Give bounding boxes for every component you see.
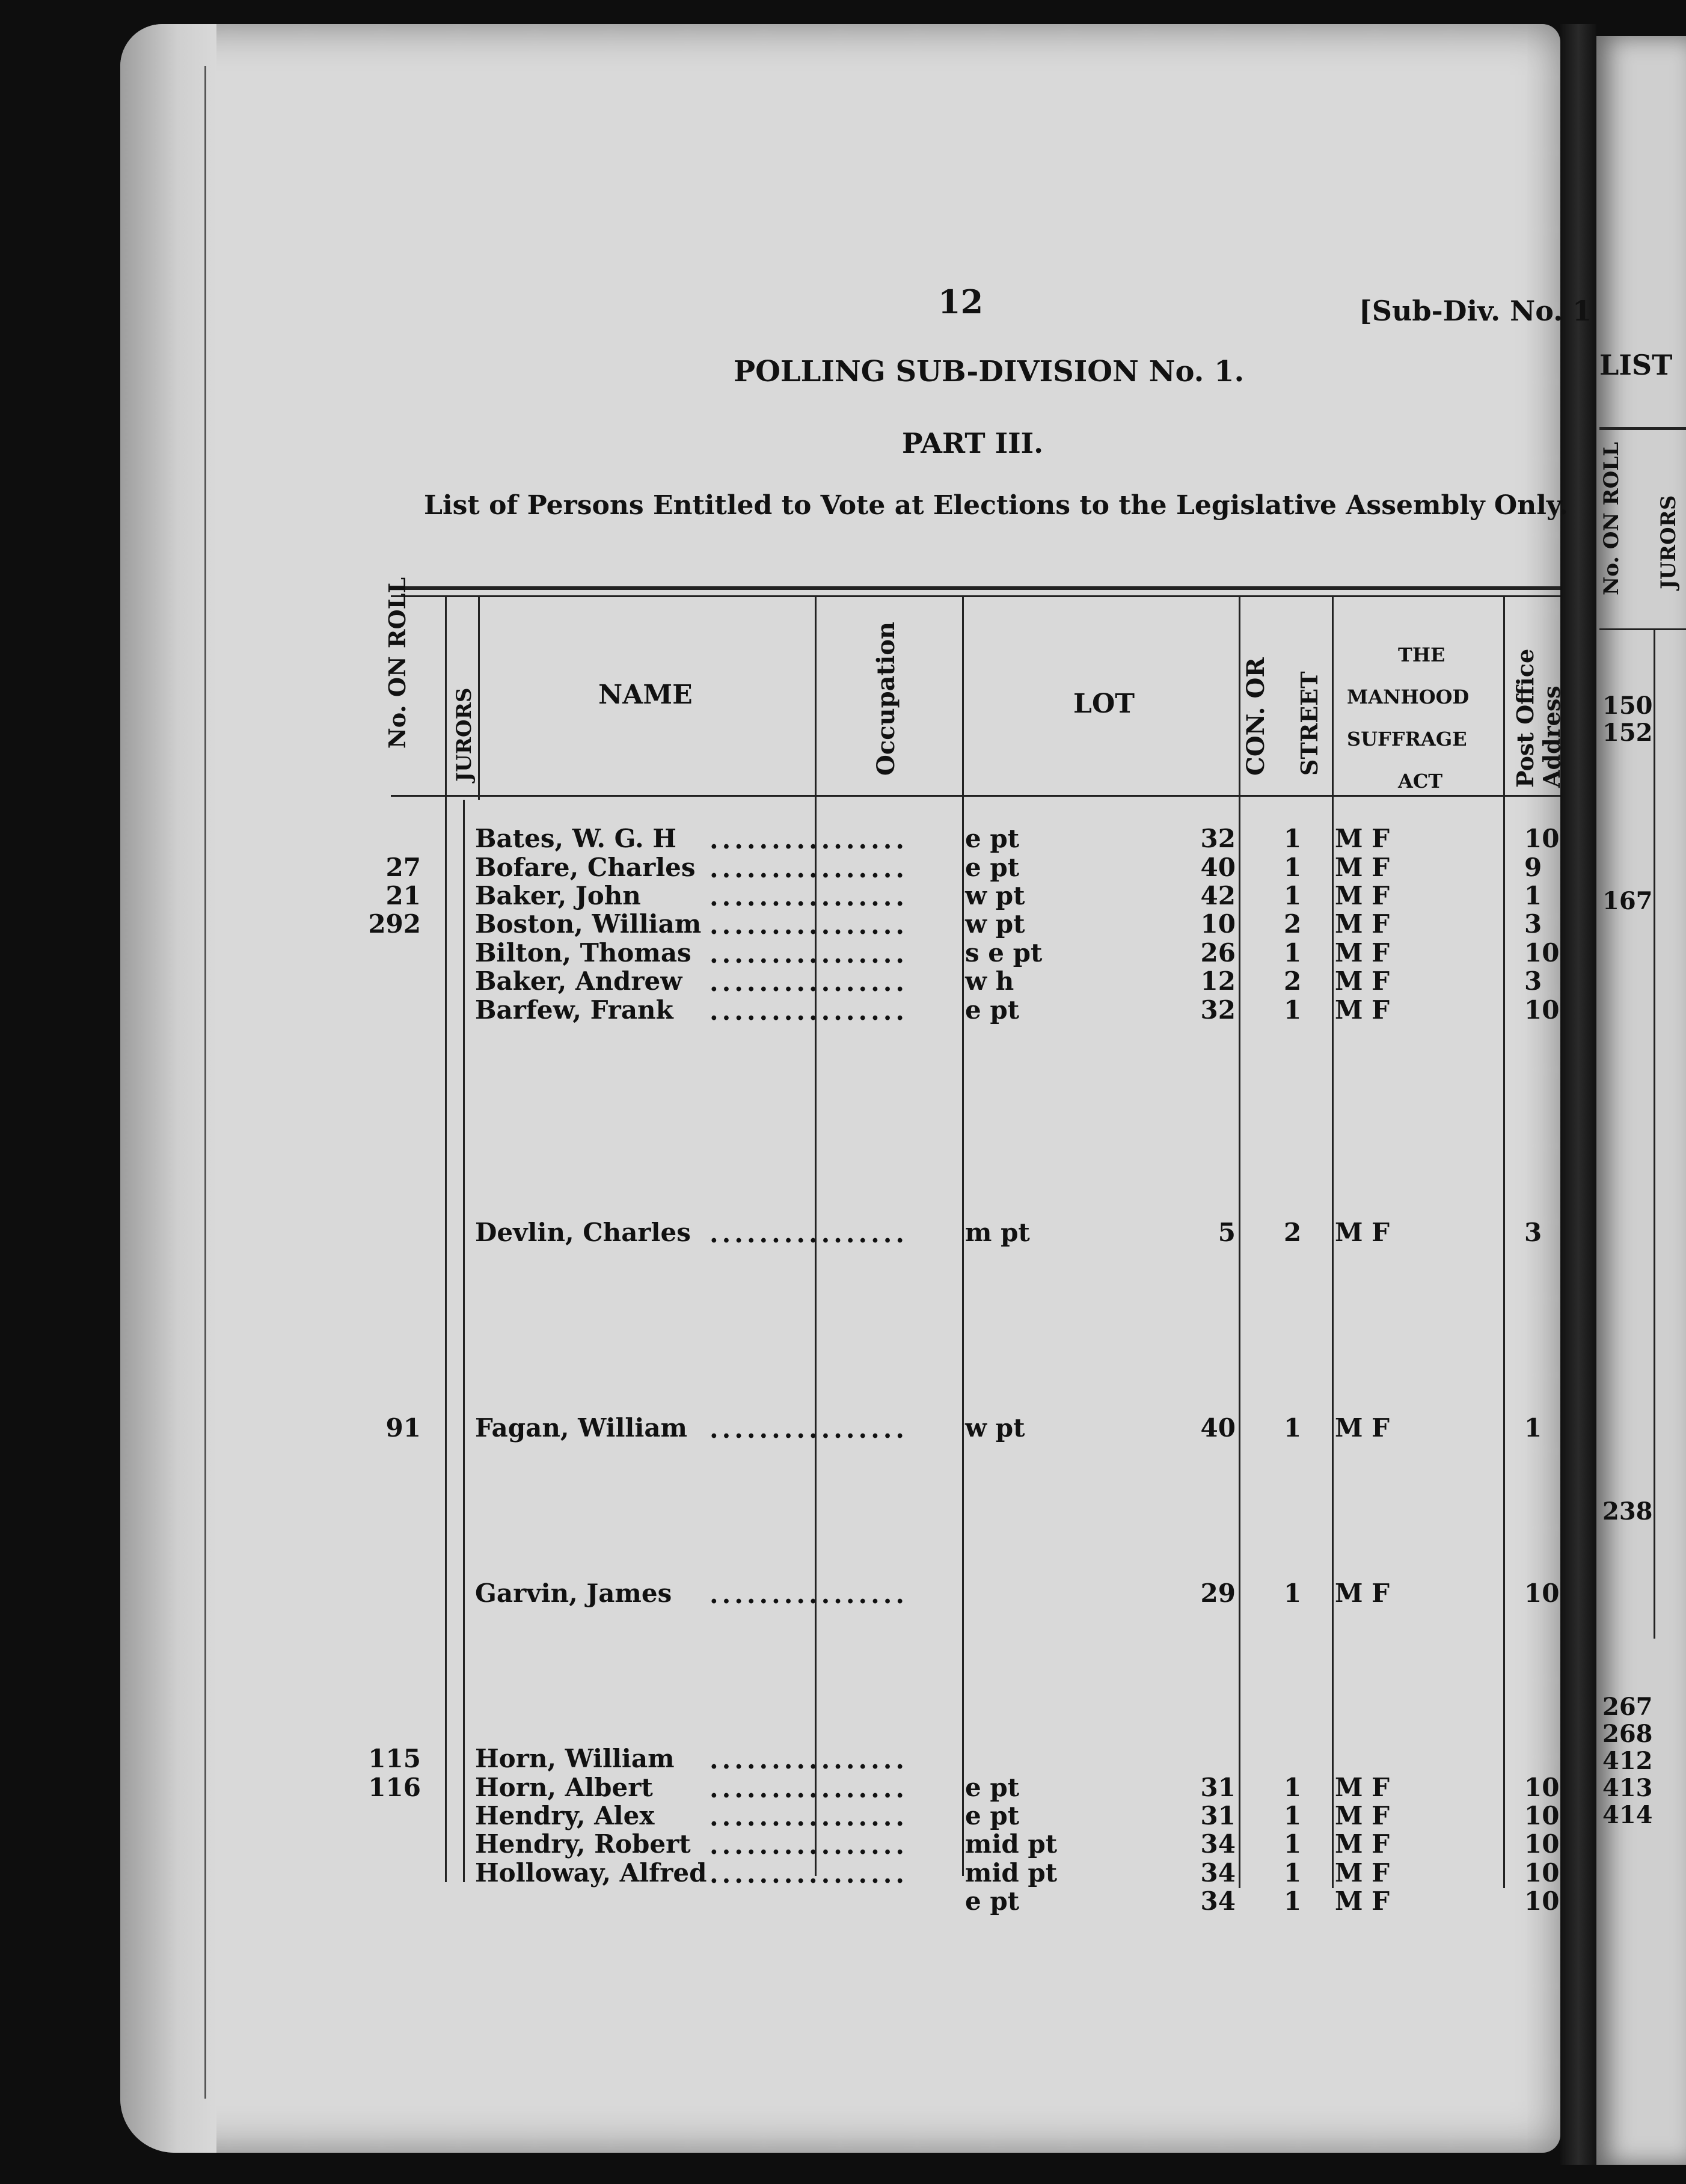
suffrage-value: M F [1335,938,1390,968]
next-page-number: 267 [1602,1693,1653,1721]
street-value: 1 [1284,1801,1302,1830]
leader-dots: ................ [710,825,908,854]
next-page-jurors-header: JURORS [1657,495,1681,589]
suffrage-value: M F [1335,909,1390,939]
post-office-value: 10 [1524,995,1560,1025]
post-office-value: 3 [1524,909,1542,939]
voter-name: Devlin, Charles [475,1218,691,1247]
lot-value: m pt [965,1218,1030,1247]
street-value: 1 [1284,995,1302,1025]
con-value: 31 [1200,1773,1236,1802]
leader-dots: ................ [710,1859,908,1889]
con-value: 26 [1200,938,1236,968]
roll-number: 115 [368,1744,421,1773]
con-value: 5 [1218,1218,1236,1247]
leader-dots: ................ [710,996,908,1026]
street-value: 1 [1284,881,1302,910]
suffrage-value: M F [1335,853,1390,882]
voter-name: Baker, Andrew [475,966,682,996]
lot-value: e pt [965,1801,1020,1830]
next-page-number: 150 [1602,692,1653,720]
post-office-value: 10 [1524,824,1560,853]
col-header-post-office: Post Office Address [1512,648,1565,788]
col-header-jurors: JURORS [452,687,476,782]
voter-name: Boston, William [475,909,702,939]
street-value: 2 [1284,966,1302,996]
suffrage-value: M F [1335,1578,1390,1608]
leader-dots: ................ [710,1745,908,1774]
lot-value: e pt [965,853,1020,882]
col-header-occupation: Occupation [872,622,900,776]
roll-number: 91 [385,1413,421,1443]
lot-value: mid pt [965,1858,1058,1888]
lot-value: w pt [965,881,1025,910]
table-top-rule-thin [391,595,1560,597]
suffrage-value: M F [1335,1858,1390,1888]
voter-name: Garvin, James [475,1578,672,1608]
voter-name: Bates, W. G. H [475,824,676,853]
voter-name: Horn, William [475,1744,675,1773]
col-rule [445,595,447,1882]
lot-value: e pt [965,995,1020,1025]
sub-division-label: [Sub-Div. No. 1 [1359,295,1592,327]
street-value: 1 [1284,824,1302,853]
post-office-value: 10 [1524,1801,1560,1830]
part-title: PART III. [902,427,1044,459]
col-rule [1332,595,1334,1888]
suffrage-value: M F [1335,1218,1390,1247]
next-page-number: 268 [1602,1720,1653,1748]
next-page-col-rule [1654,628,1655,1639]
next-page-number: 412 [1602,1747,1653,1775]
con-value: 40 [1200,853,1236,882]
col-header-street: STREET [1296,671,1323,776]
page-title: POLLING SUB-DIVISION No. 1. [734,355,1245,388]
col-rule [962,595,964,1876]
col-header-lot: LOT [1073,689,1135,719]
street-value: 1 [1284,853,1302,882]
voter-name: Hendry, Alex [475,1801,655,1830]
lot-value: s e pt [965,938,1043,968]
next-page-number: 238 [1602,1497,1653,1526]
leader-dots: ................ [710,882,908,912]
col-rule [478,595,480,800]
col-header-manhood-1: THE [1398,643,1445,666]
leader-dots: ................ [710,1580,908,1609]
table-top-rule [391,586,1560,590]
post-office-value: 3 [1524,1218,1542,1247]
post-office-value: 10 [1524,938,1560,968]
col-rule [1503,595,1505,1888]
next-page-rule [1599,628,1686,630]
col-header-manhood-4: ACT [1398,770,1443,793]
col-rule [1239,595,1240,1888]
street-value: 2 [1284,909,1302,939]
con-value: 34 [1200,1829,1236,1859]
page-margin-line [204,66,206,2099]
suffrage-value: M F [1335,1773,1390,1802]
leader-dots: ................ [710,968,908,997]
post-office-value: 10 [1524,1858,1560,1888]
col-header-roll: No. ON ROLL [384,577,411,749]
roll-number: 116 [368,1773,421,1802]
post-office-value: 10 [1524,1773,1560,1802]
con-value: 32 [1200,824,1236,853]
lot-value: e pt [965,1773,1020,1802]
roll-number: 21 [385,881,421,910]
subtitle: List of Persons Entitled to Vote at Elections to the Legislative Assembly Only. [424,490,1568,521]
header-bottom-rule [391,795,1560,797]
suffrage-value: M F [1335,966,1390,996]
con-value: 34 [1200,1858,1236,1888]
roll-number: 27 [385,853,421,882]
lot-value: w pt [965,1413,1025,1443]
voter-name: Bofare, Charles [475,853,696,882]
voter-name: Fagan, William [475,1413,688,1443]
col-rule [463,800,465,1882]
leader-dots: ................ [710,1830,908,1860]
page-edge [120,24,216,2153]
next-page-number: 167 [1602,887,1653,915]
col-header-manhood-3: SUFFRAGE [1347,728,1467,750]
con-value: 42 [1200,881,1236,910]
post-office-value: 1 [1524,1413,1542,1443]
lot-value: e pt [965,1886,1020,1916]
con-value: 40 [1200,1413,1236,1443]
suffrage-value: M F [1335,1413,1390,1443]
col-header-name: NAME [598,679,693,710]
post-office-value: 10 [1524,1886,1560,1916]
voter-name: Bilton, Thomas [475,938,691,968]
street-value: 1 [1284,1886,1302,1916]
suffrage-value: M F [1335,1801,1390,1830]
suffrage-value: M F [1335,881,1390,910]
next-page-rule [1599,427,1686,430]
lot-value: w h [965,966,1014,996]
leader-dots: ................ [710,1774,908,1803]
leader-dots: ................ [710,1802,908,1832]
street-value: 1 [1284,1858,1302,1888]
suffrage-value: M F [1335,1886,1390,1916]
next-page-roll-header: No. ON ROLL [1599,441,1623,595]
post-office-value: 9 [1524,853,1542,882]
post-office-value: 10 [1524,1578,1560,1608]
con-value: 31 [1200,1801,1236,1830]
suffrage-value: M F [1335,995,1390,1025]
con-value: 29 [1200,1578,1236,1608]
street-value: 2 [1284,1218,1302,1247]
page-number: 12 [938,283,984,321]
leader-dots: ................ [710,939,908,969]
leader-dots: ................ [710,854,908,883]
voter-name: Horn, Albert [475,1773,653,1802]
street-value: 1 [1284,1773,1302,1802]
next-page-list-label: LIST [1599,349,1673,381]
lot-value: e pt [965,824,1020,853]
voter-name: Holloway, Alfred [475,1858,707,1888]
suffrage-value: M F [1335,1829,1390,1859]
post-office-value: 1 [1524,881,1542,910]
roll-number: 292 [368,909,421,939]
con-value: 34 [1200,1886,1236,1916]
con-value: 32 [1200,995,1236,1025]
leader-dots: ................ [710,910,908,940]
col-header-manhood-2: MANHOOD [1347,686,1470,708]
voter-name: Baker, John [475,881,641,910]
suffrage-value: M F [1335,824,1390,853]
next-page-number: 152 [1602,719,1653,747]
next-page-number: 414 [1602,1801,1653,1829]
con-value: 12 [1200,966,1236,996]
col-header-con: CON. OR [1242,657,1270,776]
lot-value: mid pt [965,1829,1058,1859]
leader-dots: ................ [710,1219,908,1248]
post-office-value: 3 [1524,966,1542,996]
street-value: 1 [1284,1413,1302,1443]
book-gutter [1560,24,1596,2165]
voter-name: Barfew, Frank [475,995,673,1025]
street-value: 1 [1284,1578,1302,1608]
next-page-number: 413 [1602,1774,1653,1802]
street-value: 1 [1284,938,1302,968]
street-value: 1 [1284,1829,1302,1859]
con-value: 10 [1200,909,1236,939]
voter-name: Hendry, Robert [475,1829,691,1859]
leader-dots: ................ [710,1414,908,1444]
post-office-value: 10 [1524,1829,1560,1859]
lot-value: w pt [965,909,1025,939]
